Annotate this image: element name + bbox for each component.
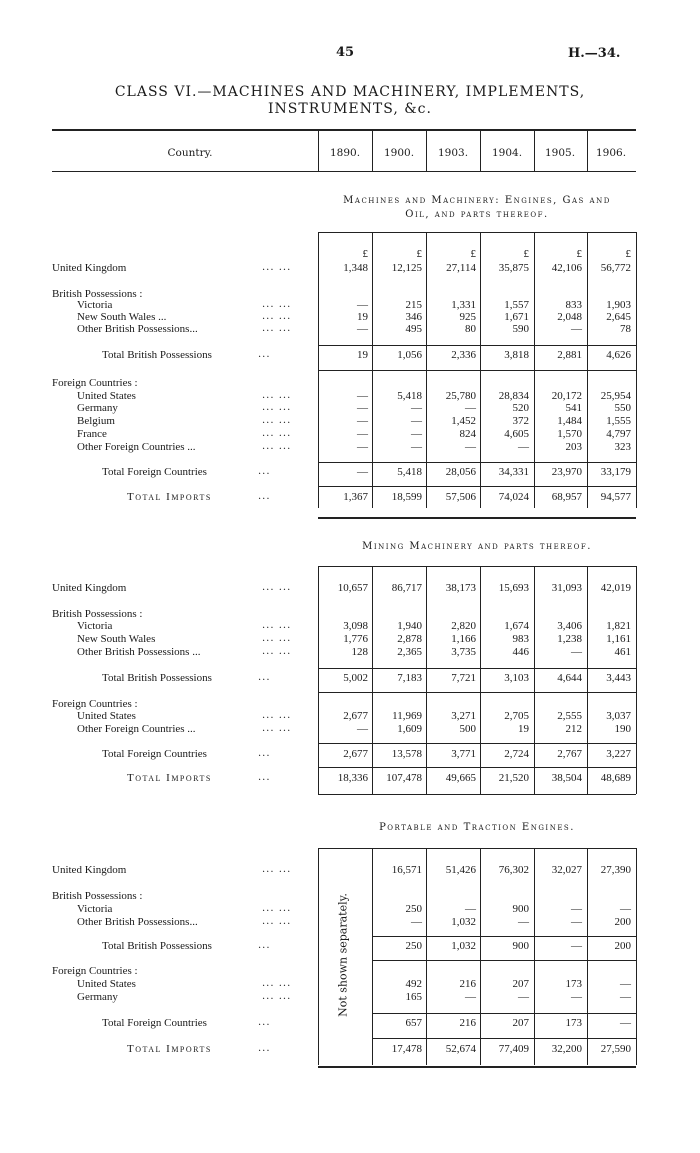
table-cell-value: 3,443 [606, 672, 631, 684]
table-cell-value: 190 [614, 723, 631, 735]
table-cell-value: 590 [512, 323, 529, 335]
column-header-year: 1904. [491, 147, 523, 159]
header-column-rule [480, 129, 481, 171]
row-label: Victoria [77, 299, 113, 311]
column-header-year: 1906. [595, 147, 627, 159]
currency-symbol: £ [576, 248, 582, 260]
table-cell-value: 4,644 [557, 672, 582, 684]
header-column-rule [587, 129, 588, 171]
table-cell-value: 7,183 [397, 672, 422, 684]
column-rule [587, 848, 588, 1065]
table-cell-value: — [465, 991, 476, 1003]
table-cell-value: — [357, 402, 368, 414]
subtotal-rule [318, 370, 636, 371]
table-cell-value: 1,161 [606, 633, 631, 645]
table-cell-value: 68,957 [551, 491, 582, 503]
leader-dots: ... ... [262, 916, 292, 927]
table-cell-value: 900 [512, 903, 529, 915]
table-cell-value: — [357, 390, 368, 402]
leader-dots: ... [258, 748, 271, 759]
table-cell-value: — [411, 402, 422, 414]
table-cell-value: 12,125 [391, 262, 422, 274]
table-cell-value: 1,367 [343, 491, 368, 503]
table-cell-value: 51,426 [445, 864, 476, 876]
table-cell-value: 541 [565, 402, 582, 414]
currency-symbol: £ [470, 248, 476, 260]
table-cell-value: 94,577 [600, 491, 631, 503]
leader-dots: ... ... [262, 390, 292, 401]
table-cell-value: 49,665 [445, 772, 476, 784]
leader-dots: ... ... [262, 323, 292, 334]
column-header-year: 1905. [544, 147, 576, 159]
table-cell-value: 76,302 [498, 864, 529, 876]
row-label: British Possessions : [52, 608, 143, 620]
table-cell-value: 203 [565, 441, 582, 453]
table-cell-value: — [357, 415, 368, 427]
subtotal-rule [318, 668, 636, 669]
table-cell-value: 19 [518, 723, 529, 735]
table-cell-value: 32,200 [551, 1043, 582, 1055]
leader-dots: ... ... [262, 620, 292, 631]
table-cell-value: — [571, 916, 582, 928]
table-cell-value: — [620, 903, 631, 915]
header-column-rule [372, 129, 373, 171]
table-cell-value: 2,336 [451, 349, 476, 361]
column-rule [636, 232, 637, 508]
table-cell-value: — [357, 441, 368, 453]
row-label: Total Imports [127, 772, 212, 784]
table-cell-value: 18,336 [337, 772, 368, 784]
table-cell-value: 18,599 [391, 491, 422, 503]
table-cell-value: 2,645 [606, 311, 631, 323]
table-cell-value: 33,179 [600, 466, 631, 478]
row-label: Other British Possessions ... [77, 646, 201, 658]
table-cell-value: 2,705 [504, 710, 529, 722]
table-cell-value: 48,689 [600, 772, 631, 784]
table-cell-value: 520 [512, 402, 529, 414]
table-cell-value: 1,671 [504, 311, 529, 323]
table-cell-value: 1,166 [451, 633, 476, 645]
leader-dots: ... [258, 1017, 271, 1028]
section-rule [318, 566, 636, 567]
table-cell-value: 3,103 [504, 672, 529, 684]
table-cell-value: 3,406 [557, 620, 582, 632]
table-cell-value: 925 [459, 311, 476, 323]
leader-dots: ... [258, 466, 271, 477]
table-cell-value: 1,452 [451, 415, 476, 427]
subtotal-rule [372, 936, 636, 937]
row-label: Total British Possessions [102, 940, 212, 952]
currency-symbol: £ [523, 248, 529, 260]
subtotal-rule [318, 462, 636, 463]
leader-dots: ... ... [262, 903, 292, 914]
table-cell-value: 1,940 [397, 620, 422, 632]
table-cell-value: 42,019 [600, 582, 631, 594]
table-cell-value: 2,878 [397, 633, 422, 645]
table-cell-value: 207 [512, 1017, 529, 1029]
row-label: Foreign Countries : [52, 377, 138, 389]
table-cell-value: 3,771 [451, 748, 476, 760]
column-rule [587, 566, 588, 794]
table-cell-value: 446 [512, 646, 529, 658]
table-cell-value: 4,797 [606, 428, 631, 440]
table-cell-value: 1,238 [557, 633, 582, 645]
table-cell-value: 372 [512, 415, 529, 427]
table-cell-value: 25,954 [600, 390, 631, 402]
row-label: Foreign Countries : [52, 965, 138, 977]
row-label: Foreign Countries : [52, 698, 138, 710]
table-cell-value: 2,767 [557, 748, 582, 760]
table-cell-value: — [411, 916, 422, 928]
leader-dots: ... [258, 772, 271, 783]
table-cell-value: 19 [357, 311, 368, 323]
table-cell-value: 1,032 [451, 916, 476, 928]
table-cell-value: — [518, 916, 529, 928]
column-rule [426, 566, 427, 794]
page-title-line-2: INSTRUMENTS, &c. [268, 101, 432, 117]
table-cell-value: 128 [351, 646, 368, 658]
table-cell-value: — [465, 402, 476, 414]
column-header-year: 1890. [329, 147, 361, 159]
document-reference: H.—34. [568, 46, 621, 61]
table-cell-value: 3,271 [451, 710, 476, 722]
subtotal-rule [318, 692, 636, 693]
leader-dots: ... [258, 349, 271, 360]
table-cell-value: 1,348 [343, 262, 368, 274]
table-cell-value: 11,969 [392, 710, 422, 722]
table-cell-value: 2,677 [343, 748, 368, 760]
leader-dots: ... ... [262, 710, 292, 721]
table-cell-value: 495 [405, 323, 422, 335]
table-cell-value: — [620, 978, 631, 990]
table-cell-value: 3,227 [606, 748, 631, 760]
table-cell-value: 173 [565, 1017, 582, 1029]
table-cell-value: 250 [405, 940, 422, 952]
leader-dots: ... ... [262, 441, 292, 452]
table-cell-value: 57,506 [445, 491, 476, 503]
section-title: Mining Machinery and parts thereof. [362, 541, 592, 552]
subtotal-rule [372, 1013, 636, 1014]
table-cell-value: 28,834 [498, 390, 529, 402]
table-cell-value: 550 [614, 402, 631, 414]
table-cell-value: 3,037 [606, 710, 631, 722]
section-rule [318, 232, 636, 233]
table-cell-value: 173 [565, 978, 582, 990]
row-label: United States [77, 710, 136, 722]
table-cell-value: 80 [465, 323, 476, 335]
table-cell-value: 2,555 [557, 710, 582, 722]
row-label: Total Foreign Countries [102, 466, 207, 478]
table-cell-value: 77,409 [498, 1043, 529, 1055]
table-cell-value: 1,331 [451, 299, 476, 311]
leader-dots: ... ... [262, 723, 292, 734]
table-cell-value: 31,093 [551, 582, 582, 594]
section-end-rule [318, 517, 636, 519]
table-cell-value: 492 [405, 978, 422, 990]
table-cell-value: 216 [459, 1017, 476, 1029]
column-rule [318, 566, 319, 794]
table-cell-value: 824 [459, 428, 476, 440]
subtotal-rule [318, 767, 636, 768]
leader-dots: ... ... [262, 311, 292, 322]
table-cell-value: 38,173 [445, 582, 476, 594]
table-cell-value: — [357, 323, 368, 335]
row-label: United Kingdom [52, 582, 127, 594]
leader-dots: ... ... [262, 864, 292, 875]
table-cell-value: 32,027 [551, 864, 582, 876]
leader-dots: ... ... [262, 991, 292, 1002]
table-cell-value: 1,056 [397, 349, 422, 361]
table-cell-value: 3,735 [451, 646, 476, 658]
table-cell-value: 3,818 [504, 349, 529, 361]
column-rule [318, 848, 319, 1065]
leader-dots: ... [258, 1043, 271, 1054]
table-bottom-rule [318, 1066, 636, 1068]
column-rule [534, 848, 535, 1065]
table-cell-value: — [411, 441, 422, 453]
table-cell-value: 17,478 [391, 1043, 422, 1055]
table-cell-value: 833 [565, 299, 582, 311]
section-rule [318, 848, 636, 849]
table-cell-value: 212 [565, 723, 582, 735]
currency-symbol: £ [625, 248, 631, 260]
column-rule [480, 848, 481, 1065]
table-cell-value: — [620, 1017, 631, 1029]
leader-dots: ... ... [262, 582, 292, 593]
row-label: Other British Possessions... [77, 916, 198, 928]
leader-dots: ... ... [262, 428, 292, 439]
table-cell-value: — [357, 299, 368, 311]
leader-dots: ... [258, 672, 271, 683]
page-title-line-1: CLASS VI.—MACHINES AND MACHINERY, IMPLEMENTS, [114, 84, 586, 100]
table-cell-value: 900 [512, 940, 529, 952]
table-cell-value: — [465, 903, 476, 915]
table-cell-value: 27,114 [446, 262, 476, 274]
table-cell-value: 1,557 [504, 299, 529, 311]
row-label: Other British Possessions... [77, 323, 198, 335]
column-rule [480, 566, 481, 794]
section-end-rule [318, 794, 636, 795]
table-cell-value: — [518, 441, 529, 453]
section-title-cont: Oil, and parts thereof. [405, 209, 549, 220]
row-label: Other Foreign Countries ... [77, 723, 196, 735]
leader-dots: ... [258, 940, 271, 951]
table-cell-value: 2,677 [343, 710, 368, 722]
leader-dots: ... ... [262, 402, 292, 413]
leader-dots: ... [258, 491, 271, 502]
column-header-country: Country. [167, 147, 213, 159]
table-cell-value: 1,570 [557, 428, 582, 440]
table-cell-value: — [571, 903, 582, 915]
table-cell-value: 2,365 [397, 646, 422, 658]
table-cell-value: 34,331 [498, 466, 529, 478]
table-cell-value: 28,056 [445, 466, 476, 478]
table-cell-value: 2,820 [451, 620, 476, 632]
row-label: Total British Possessions [102, 672, 212, 684]
row-label: Total British Possessions [102, 349, 212, 361]
table-cell-value: — [411, 428, 422, 440]
row-label: United Kingdom [52, 262, 127, 274]
subtotal-rule [372, 1038, 636, 1039]
row-label: Total Imports [127, 1043, 212, 1055]
table-top-rule [52, 129, 636, 131]
table-cell-value: 42,106 [551, 262, 582, 274]
leader-dots: ... ... [262, 299, 292, 310]
table-cell-value: 200 [614, 916, 631, 928]
currency-symbol: £ [362, 248, 368, 260]
section-title: Machines and Machinery: Engines, Gas and [343, 195, 611, 206]
table-cell-value: 250 [405, 903, 422, 915]
row-label: New South Wales [77, 633, 156, 645]
table-cell-value: 21,520 [498, 772, 529, 784]
row-label: British Possessions : [52, 890, 143, 902]
row-label: United States [77, 390, 136, 402]
table-cell-value: 56,772 [600, 262, 631, 274]
row-label: Other Foreign Countries ... [77, 441, 196, 453]
table-cell-value: 1,484 [557, 415, 582, 427]
table-cell-value: 5,002 [343, 672, 368, 684]
table-cell-value: 74,024 [498, 491, 529, 503]
table-cell-value: — [571, 991, 582, 1003]
table-cell-value: 38,504 [551, 772, 582, 784]
table-cell-value: 5,418 [397, 390, 422, 402]
table-cell-value: 165 [405, 991, 422, 1003]
table-cell-value: 35,875 [498, 262, 529, 274]
not-shown-separately-note: Not shown separately. [336, 893, 350, 1017]
table-cell-value: 13,578 [391, 748, 422, 760]
table-cell-value: 3,098 [343, 620, 368, 632]
table-cell-value: 2,881 [557, 349, 582, 361]
leader-dots: ... ... [262, 978, 292, 989]
table-cell-value: 7,721 [451, 672, 476, 684]
table-cell-value: 23,970 [551, 466, 582, 478]
table-cell-value: 346 [405, 311, 422, 323]
table-cell-value: 10,657 [337, 582, 368, 594]
table-cell-value: 1,609 [397, 723, 422, 735]
table-cell-value: 1,674 [504, 620, 529, 632]
table-cell-value: 4,626 [606, 349, 631, 361]
table-cell-value: 461 [614, 646, 631, 658]
table-cell-value: 16,571 [391, 864, 422, 876]
row-label: United States [77, 978, 136, 990]
table-cell-value: 200 [614, 940, 631, 952]
column-rule [426, 848, 427, 1065]
leader-dots: ... ... [262, 646, 292, 657]
row-label: Victoria [77, 903, 113, 915]
row-label: British Possessions : [52, 288, 143, 300]
table-cell-value: — [518, 991, 529, 1003]
column-rule [372, 848, 373, 1065]
table-cell-value: 1,821 [606, 620, 631, 632]
row-label: Total Imports [127, 491, 212, 503]
table-cell-value: 27,390 [600, 864, 631, 876]
table-cell-value: 657 [405, 1017, 422, 1029]
table-cell-value: — [571, 646, 582, 658]
row-label: Victoria [77, 620, 113, 632]
header-bottom-rule [52, 171, 636, 172]
table-cell-value: 1,555 [606, 415, 631, 427]
subtotal-rule [318, 345, 636, 346]
header-column-rule [426, 129, 427, 171]
table-cell-value: — [571, 940, 582, 952]
subtotal-rule [372, 960, 636, 961]
header-column-rule [534, 129, 535, 171]
table-cell-value: — [620, 991, 631, 1003]
table-cell-value: 216 [459, 978, 476, 990]
column-rule [636, 566, 637, 794]
column-rule [636, 848, 637, 1065]
table-cell-value: 983 [512, 633, 529, 645]
page-number: 45 [336, 45, 355, 60]
table-cell-value: 2,048 [557, 311, 582, 323]
table-cell-value: — [465, 441, 476, 453]
table-cell-value: 78 [620, 323, 631, 335]
table-cell-value: 20,172 [551, 390, 582, 402]
table-cell-value: 25,780 [445, 390, 476, 402]
table-cell-value: 323 [614, 441, 631, 453]
table-cell-value: 15,693 [498, 582, 529, 594]
currency-symbol: £ [416, 248, 422, 260]
section-title: Portable and Traction Engines. [379, 822, 575, 833]
header-column-rule [318, 129, 319, 171]
table-cell-value: — [411, 415, 422, 427]
row-label: Germany [77, 402, 118, 414]
table-cell-value: 27,590 [600, 1043, 631, 1055]
table-cell-value: 5,418 [397, 466, 422, 478]
row-label: Germany [77, 991, 118, 1003]
table-cell-value: 107,478 [386, 772, 422, 784]
column-header-year: 1903. [437, 147, 469, 159]
table-cell-value: — [357, 466, 368, 478]
subtotal-rule [318, 743, 636, 744]
column-rule [372, 566, 373, 794]
table-cell-value: 500 [459, 723, 476, 735]
table-cell-value: 1,032 [451, 940, 476, 952]
row-label: France [77, 428, 107, 440]
table-cell-value: 52,674 [445, 1043, 476, 1055]
subtotal-rule [318, 486, 636, 487]
row-label: Total Foreign Countries [102, 748, 207, 760]
leader-dots: ... ... [262, 262, 292, 273]
row-label: United Kingdom [52, 864, 127, 876]
table-cell-value: 207 [512, 978, 529, 990]
leader-dots: ... ... [262, 415, 292, 426]
column-header-year: 1900. [383, 147, 415, 159]
column-rule [534, 566, 535, 794]
table-cell-value: 4,605 [504, 428, 529, 440]
row-label: Total Foreign Countries [102, 1017, 207, 1029]
table-cell-value: — [357, 428, 368, 440]
table-cell-value: 1,903 [606, 299, 631, 311]
table-cell-value: — [571, 323, 582, 335]
table-cell-value: 19 [357, 349, 368, 361]
table-cell-value: — [357, 723, 368, 735]
table-cell-value: 1,776 [343, 633, 368, 645]
table-cell-value: 86,717 [391, 582, 422, 594]
row-label: Belgium [77, 415, 115, 427]
row-label: New South Wales ... [77, 311, 167, 323]
table-cell-value: 215 [405, 299, 422, 311]
table-cell-value: 2,724 [504, 748, 529, 760]
leader-dots: ... ... [262, 633, 292, 644]
